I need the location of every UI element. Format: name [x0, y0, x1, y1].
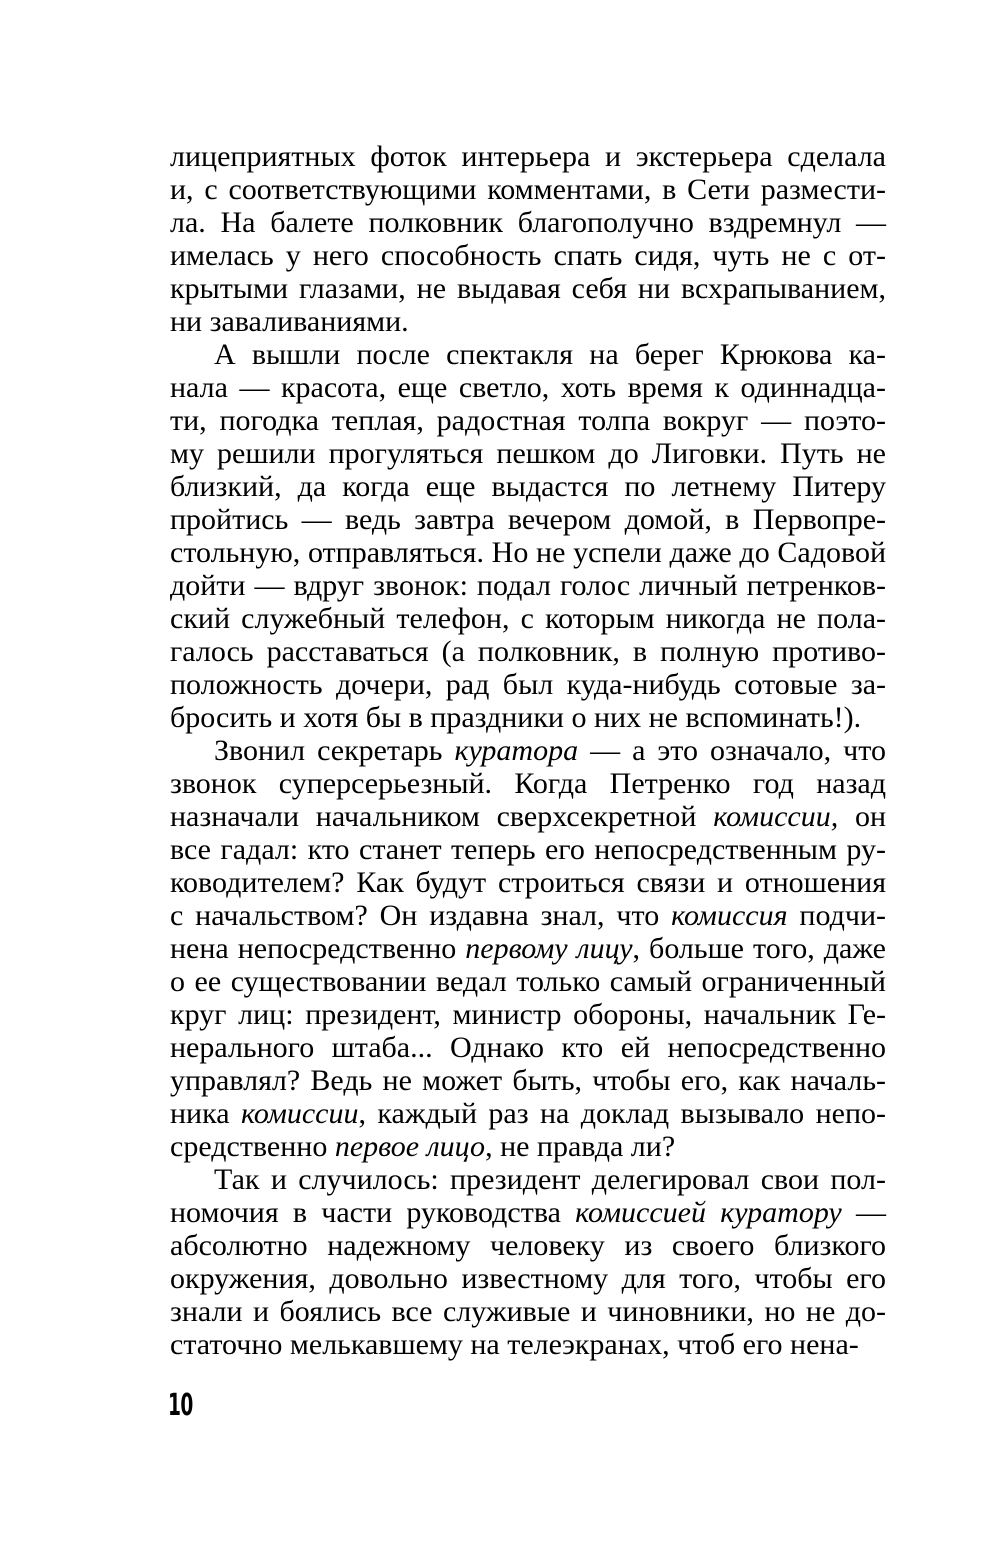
- text-line: [170, 404, 886, 437]
- text-run: ника: [170, 1097, 241, 1130]
- text-line: [170, 1064, 886, 1097]
- text-run: ла. На балете полковник благополучно вздремнул —: [170, 206, 886, 239]
- text-line: [170, 338, 886, 371]
- body-text: [170, 140, 886, 1361]
- italic-text: комиссии,: [713, 800, 839, 833]
- text-line: [170, 965, 886, 998]
- text-line: [170, 932, 886, 965]
- text-run: — а это означало, что: [578, 734, 886, 767]
- text-line: [170, 206, 886, 239]
- text-run: и, с соответствующими комментами, в Сети размести-: [170, 173, 886, 206]
- italic-text: комиссия: [671, 899, 788, 932]
- text-run: —: [841, 1196, 886, 1229]
- text-run: Так и случилось: президент делегировал свои пол-: [214, 1163, 886, 1196]
- text-line: [170, 701, 886, 734]
- text-line: [170, 437, 886, 470]
- text-run: ни заваливаниями.: [170, 305, 409, 338]
- text-run: назначали начальником сверхсекретной: [170, 800, 714, 833]
- text-run: управлял? Ведь не может быть, чтобы его, как началь-: [170, 1064, 886, 1097]
- text-run: окружения, довольно известному для того, чтобы его: [170, 1262, 886, 1295]
- text-line: [170, 1229, 886, 1262]
- text-run: нена непосредственно: [170, 932, 466, 965]
- text-run: му решили прогуляться пешком до Лиговки. Путь не: [170, 437, 886, 470]
- text-line: [170, 899, 886, 932]
- text-run: пройтись — ведь завтра вечером домой, в Первопре-: [170, 503, 886, 536]
- text-line: [170, 635, 886, 668]
- text-run: крытыми глазами, не выдавая себя ни всхрапыванием,: [170, 272, 886, 305]
- text-line: [170, 470, 886, 503]
- text-run: статочно мелькавшему на телеэкранах, чтоб его нена-: [170, 1328, 859, 1361]
- italic-text: первое лицо: [334, 1130, 486, 1163]
- text-run: он: [838, 800, 886, 833]
- text-line: [170, 602, 886, 635]
- italic-text: комиссии: [240, 1097, 359, 1130]
- text-run: нерального штаба... Однако кто ей непосредственно: [170, 1031, 886, 1064]
- text-line: [170, 866, 886, 899]
- text-line: [170, 1163, 886, 1196]
- text-line: [170, 998, 886, 1031]
- text-line: [170, 503, 886, 536]
- text-line: [170, 272, 886, 305]
- text-run: бросить и хотя бы в праздники о них не вспоминать!).: [170, 701, 862, 734]
- paragraph: [170, 1163, 886, 1361]
- text-line: [170, 734, 886, 767]
- text-line: [170, 668, 886, 701]
- text-line: [170, 1295, 886, 1328]
- text-run: ководителем? Как будут строиться связи и отношения: [170, 866, 886, 899]
- text-line: [170, 800, 886, 833]
- paragraph: [170, 338, 886, 734]
- text-line: [170, 1097, 886, 1130]
- text-line: [170, 1031, 886, 1064]
- text-line: [170, 569, 886, 602]
- text-line: [170, 371, 886, 404]
- text-run: нала — красота, еще светло, хоть время к одиннадца-: [170, 371, 886, 404]
- text-line: [170, 1328, 886, 1361]
- text-line: [170, 173, 886, 206]
- text-run: имелась у него способность спать сидя, чуть не с от-: [170, 239, 886, 272]
- text-line: [170, 305, 886, 338]
- text-line: [170, 140, 886, 173]
- text-run: ти, погодка теплая, радостная толпа вокруг — поэто-: [170, 404, 886, 437]
- page-number: 10: [168, 1388, 193, 1423]
- text-line: [170, 1196, 886, 1229]
- text-run: близкий, да когда еще выдастся по летнему Питеру: [170, 470, 886, 503]
- text-line: [170, 1262, 886, 1295]
- paragraph: [170, 140, 886, 338]
- text-run: с начальством? Он издавна знал, что: [170, 899, 672, 932]
- text-line: [170, 536, 886, 569]
- text-run: все гадал: кто станет теперь его непосредственным ру-: [170, 833, 886, 866]
- text-run: ский служебный телефон, с которым никогда не пола-: [170, 602, 886, 635]
- italic-text: комиссией куратору: [575, 1196, 842, 1229]
- text-run: дойти — вдруг звонок: подал голос личный петренков-: [170, 569, 886, 602]
- text-run: положность дочери, рад был куда-нибудь сотовые за-: [170, 668, 886, 701]
- text-run: , каждый раз на доклад вызывало непо-: [358, 1097, 886, 1130]
- text-run: номочия в части руководства: [170, 1196, 576, 1229]
- italic-text: куратора: [454, 734, 579, 767]
- text-run: лицеприятных фоток интерьера и экстерьера сделала: [170, 140, 886, 173]
- text-line: [170, 767, 886, 800]
- text-run: стольную, отправляться. Но не успели даже до Садовой: [170, 536, 886, 569]
- text-line: [170, 239, 886, 272]
- text-run: круг лиц: президент, министр обороны, начальник Ге-: [170, 998, 886, 1031]
- text-run: , больше того, даже: [632, 932, 886, 965]
- text-run: А вышли после спектакля на берег Крюкова ка-: [214, 338, 886, 371]
- text-run: галось расставаться (а полковник, в полную противо-: [170, 635, 886, 668]
- text-line: [170, 833, 886, 866]
- paragraph: [170, 734, 886, 1163]
- text-run: , не правда ли?: [485, 1130, 676, 1163]
- text-run: Звонил секретарь: [214, 734, 455, 767]
- text-run: звонок суперсерьезный. Когда Петренко год назад: [170, 767, 886, 800]
- text-run: абсолютно надежному человеку из своего близкого: [170, 1229, 886, 1262]
- text-run: средственно: [170, 1130, 335, 1163]
- text-run: подчи-: [787, 899, 886, 932]
- text-line: [170, 1130, 886, 1163]
- italic-text: первому лицу: [465, 932, 633, 965]
- text-run: о ее существовании ведал только самый ограниченный: [170, 965, 886, 998]
- text-run: знали и боялись все служивые и чиновники, но не до-: [170, 1295, 886, 1328]
